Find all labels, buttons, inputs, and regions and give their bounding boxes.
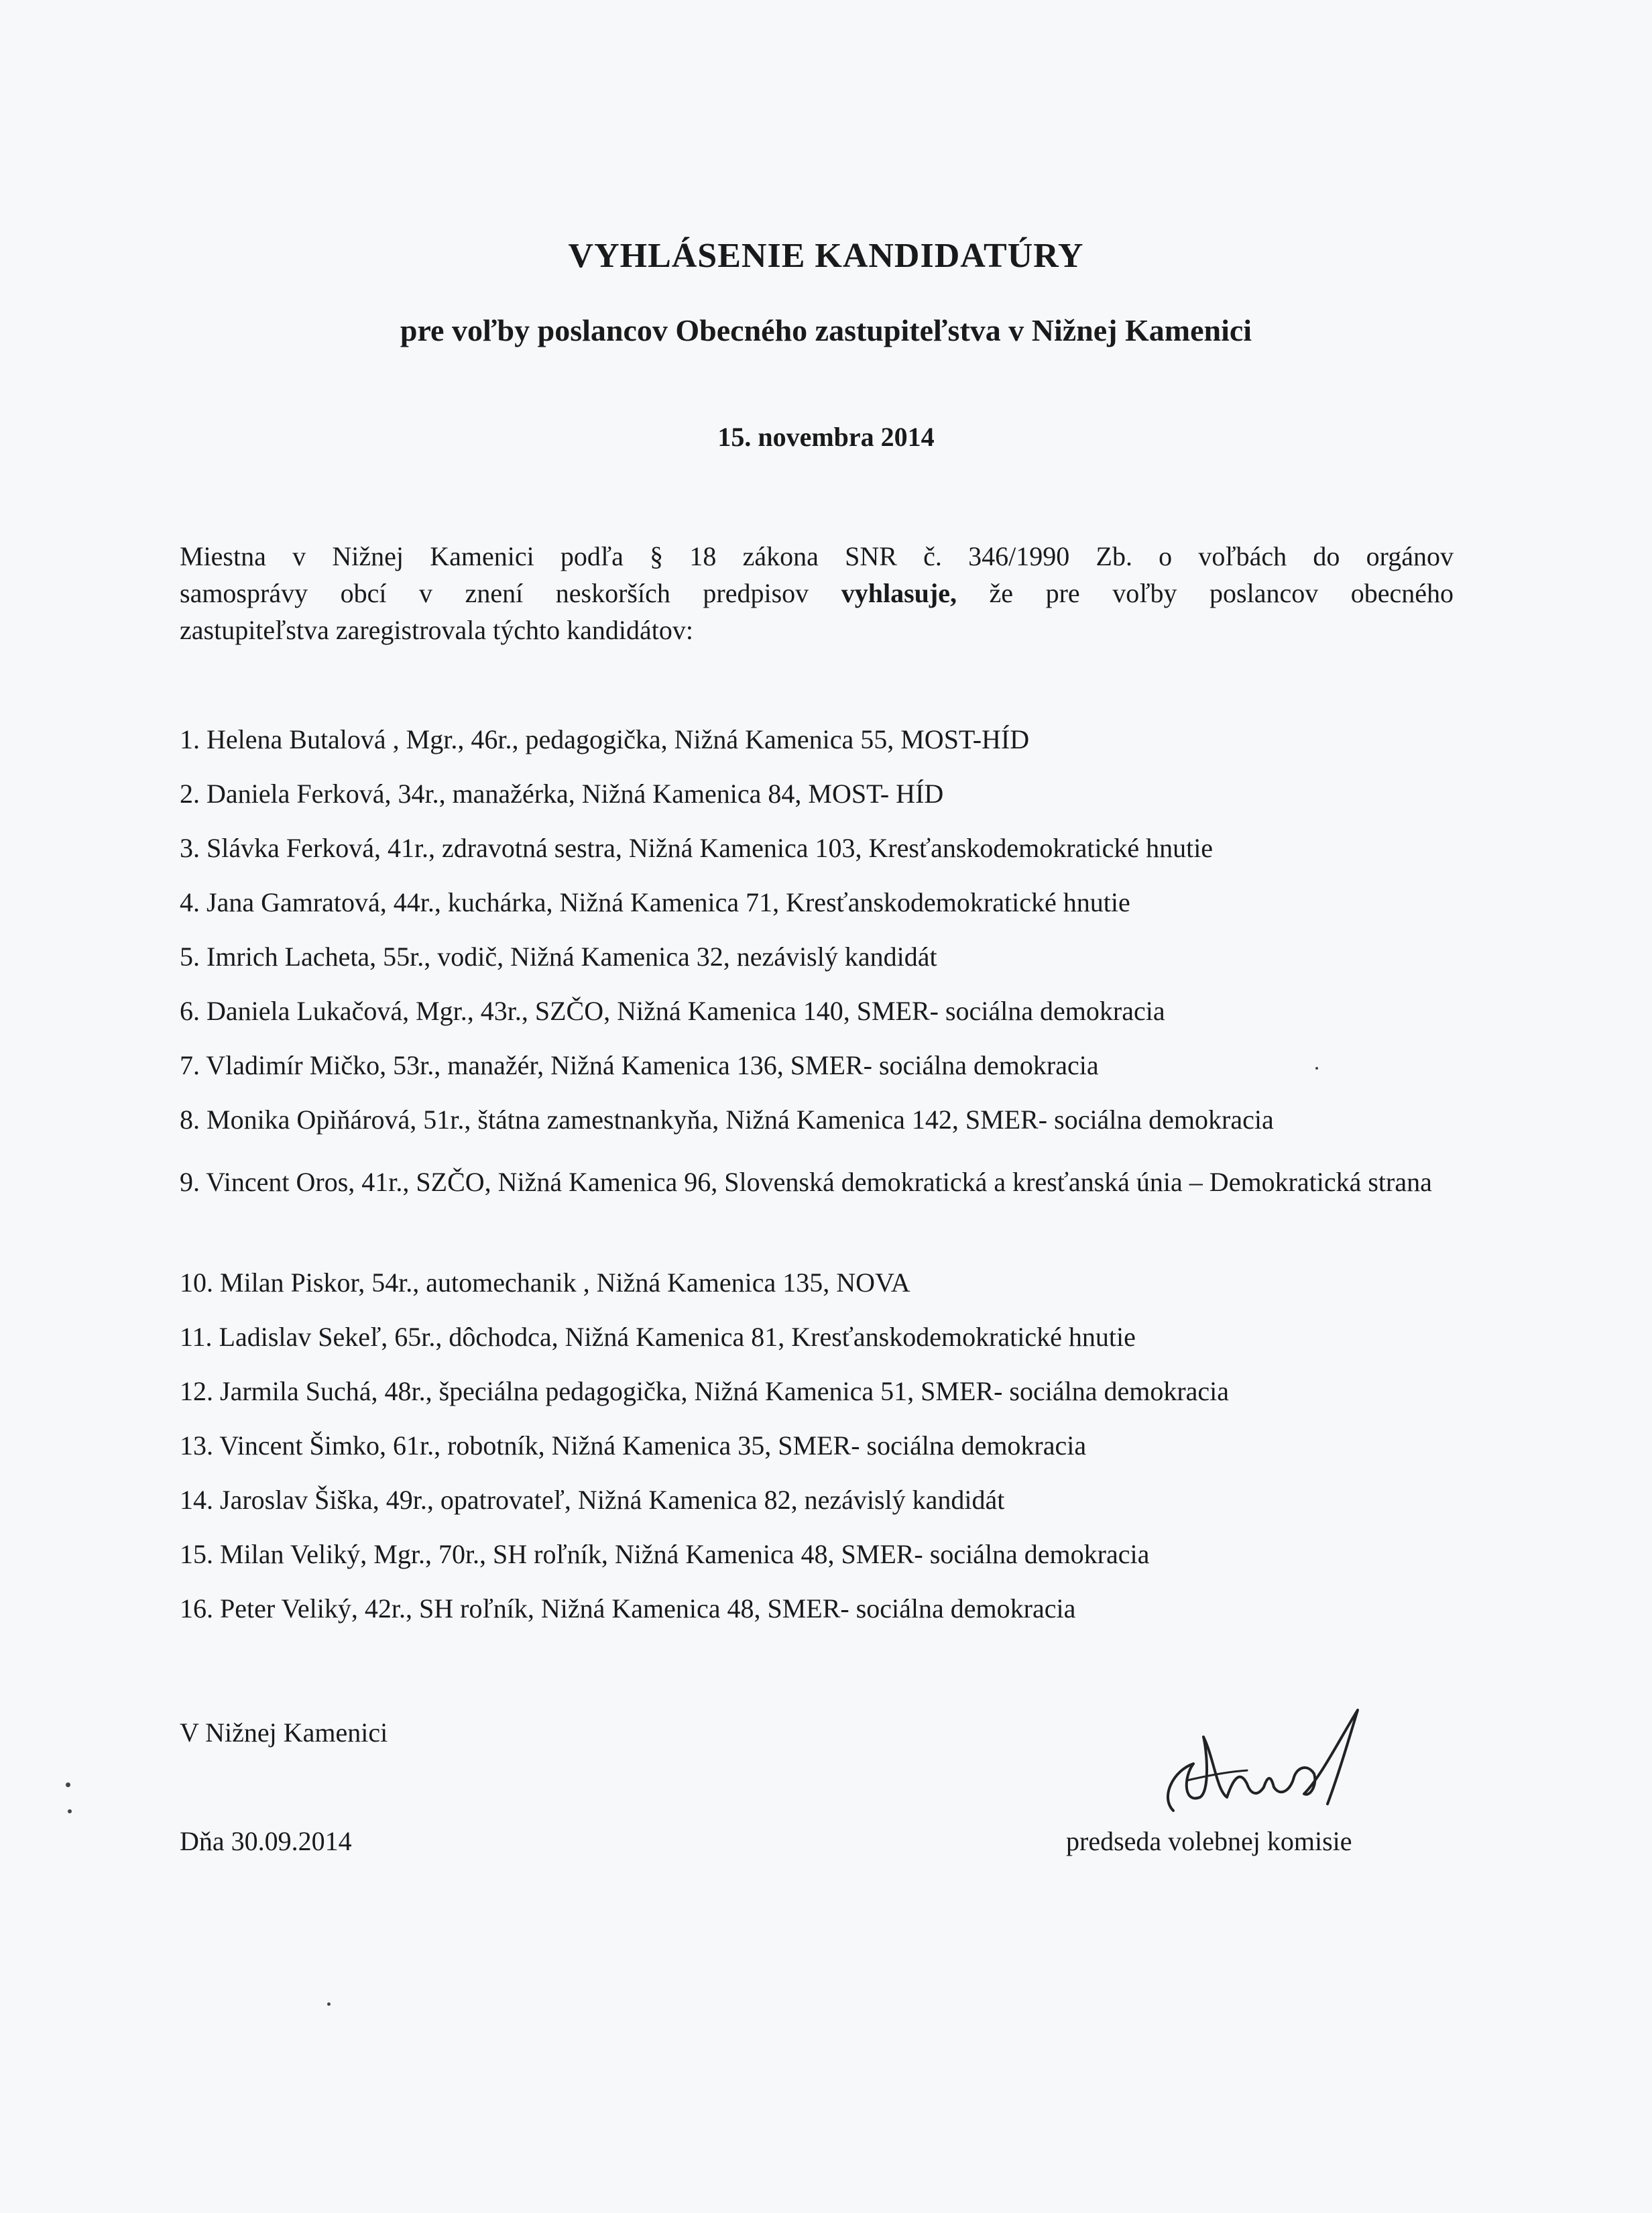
candidate-item: 16. Peter Veliký, 42r., SH roľník, Nižná Kamenica 48, SMER- sociálna demokracia xyxy=(180,1593,1076,1624)
scan-speck xyxy=(66,1782,70,1787)
intro-line-2-start: samosprávy obcí v znení neskorších predpisov xyxy=(180,578,841,608)
candidate-item: 1. Helena Butalová , Mgr., 46r., pedagogička, Nižná Kamenica 55, MOST-HÍD xyxy=(180,724,1030,754)
intro-keyword: vyhlasuje, xyxy=(841,578,957,608)
handwritten-signature xyxy=(1146,1697,1368,1831)
candidate-item: 4. Jana Gamratová, 44r., kuchárka, Nižná Kamenica 71, Kresťanskodemokratické hnutie xyxy=(180,887,1130,917)
date-line: Dňa 30.09.2014 xyxy=(180,1826,352,1856)
candidate-item: 13. Vincent Šimko, 61r., robotník, Nižná Kamenica 35, SMER- sociálna demokracia xyxy=(180,1430,1087,1461)
intro-line-1: Miestna v Nižnej Kamenici podľa § 18 zákona SNR č. 346/1990 Zb. o voľbách do orgánov xyxy=(180,541,1454,571)
candidate-list xyxy=(180,721,1454,1644)
intro-line-3: zastupiteľstva zaregistrovala týchto kandidátov: xyxy=(180,615,693,645)
intro-line-2-end: že pre voľby poslancov obecného xyxy=(956,578,1454,608)
candidate-item: 9. Vincent Oros, 41r., SZČO, Nižná Kamenica 96, Slovenská demokratická a kresťanská únia – Demokratická strana xyxy=(180,1167,1432,1197)
candidate-item: 2. Daniela Ferková, 34r., manažérka, Nižná Kamenica 84, MOST- HÍD xyxy=(180,779,944,809)
candidate-item: 12. Jarmila Suchá, 48r., špeciálna pedagogička, Nižná Kamenica 51, SMER- sociálna demokracia xyxy=(180,1376,1230,1406)
scan-speck xyxy=(327,2002,331,2006)
document-title: VYHLÁSENIE KANDIDATÚRY xyxy=(568,237,1084,275)
scan-speck xyxy=(68,1809,72,1813)
candidate-item: 3. Slávka Ferková, 41r., zdravotná sestra, Nižná Kamenica 103, Kresťanskodemokratické hnutie xyxy=(180,833,1214,863)
chairman-label: predseda volebnej komisie xyxy=(1066,1826,1352,1856)
intro-line-2 xyxy=(180,575,1454,612)
candidate-item: 10. Milan Piskor, 54r., automechanik , Nižná Kamenica 135, NOVA xyxy=(180,1267,910,1298)
candidate-item: 7. Vladimír Mičko, 53r., manažér, Nižná Kamenica 136, SMER- sociálna demokracia xyxy=(180,1050,1099,1080)
candidate-item: 8. Monika Opiňárová, 51r., štátna zamestnankyňa, Nižná Kamenica 142, SMER- sociálna demokracia xyxy=(180,1104,1274,1135)
candidate-item: 15. Milan Veliký, Mgr., 70r., SH roľník, Nižná Kamenica 48, SMER- sociálna demokracia xyxy=(180,1539,1150,1569)
candidate-item: 14. Jaroslav Šiška, 49r., opatrovateľ, Nižná Kamenica 82, nezávislý kandidát xyxy=(180,1485,1005,1515)
document-subtitle: pre voľby poslancov Obecného zastupiteľstva v Nižnej Kamenici xyxy=(400,313,1252,347)
election-date: 15. novembra 2014 xyxy=(717,422,935,452)
candidate-item: 11. Ladislav Sekeľ, 65r., dôchodca, Nižná Kamenica 81, Kresťanskodemokratické hnutie xyxy=(180,1322,1136,1352)
candidate-item: 6. Daniela Lukačová, Mgr., 43r., SZČO, Nižná Kamenica 140, SMER- sociálna demokracia xyxy=(180,996,1165,1026)
place-line: V Nižnej Kamenici xyxy=(180,1717,388,1748)
candidate-item: 5. Imrich Lacheta, 55r., vodič, Nižná Kamenica 32, nezávislý kandidát xyxy=(180,942,937,972)
scan-speck xyxy=(1315,1067,1318,1070)
intro-paragraph xyxy=(180,538,1454,648)
